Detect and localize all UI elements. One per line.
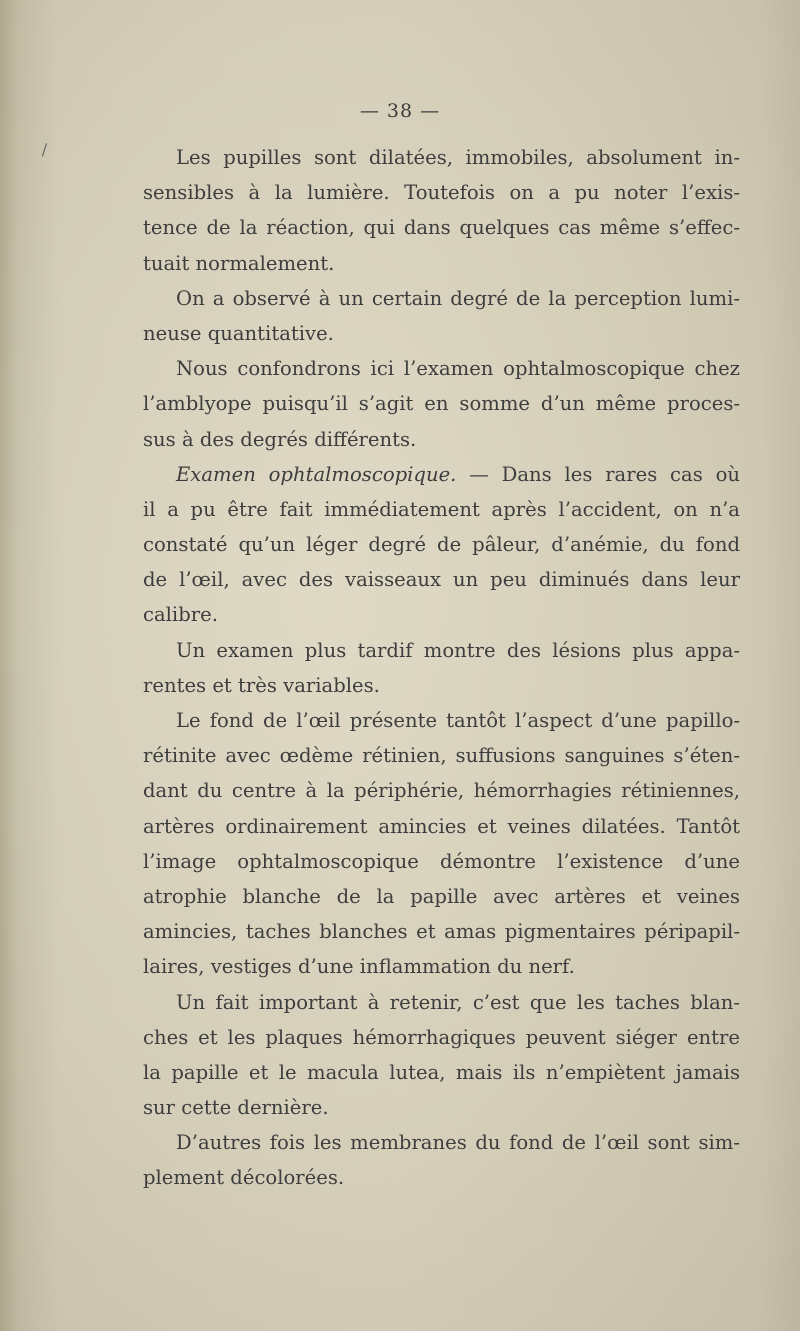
text-line: laires, vestiges d’une inflammation du nerf. xyxy=(143,955,575,979)
text-line: Le fond de l’œil présente tantôt l’aspect d’une papillo- xyxy=(176,709,740,732)
text-line: rentes et très variables. xyxy=(143,673,380,697)
text-line: l’image ophtalmoscopique démontre l’existence d’une xyxy=(143,849,740,873)
text-line: plement décolorées. xyxy=(143,1166,345,1190)
text-line: Les pupilles sont dilatées, immobiles, absolument in- xyxy=(176,146,740,169)
text-line: calibre. xyxy=(143,603,218,627)
text-line: D’autres fois les membranes du fond de l’œil sont sim- xyxy=(176,1131,740,1155)
text-line: rétinite avec œdème rétinien, suffusions sanguines s’éten- xyxy=(143,744,740,768)
text-line: la papille et le macula lutea, mais ils n’empiètent jamais xyxy=(143,1060,740,1084)
text-line: sensibles à la lumière. Toutefois on a pu noter l’exis- xyxy=(143,181,740,205)
text-line: ches et les plaques hémorrhagiques peuvent siéger entre xyxy=(143,1025,740,1049)
text-line: atrophie blanche de la papille avec artères et veines xyxy=(143,884,740,908)
text-line: tence de la réaction, qui dans quelques cas même s’effec- xyxy=(143,216,740,240)
text-line: Un fait important à retenir, c’est que les taches blan- xyxy=(176,990,740,1014)
text-line: il a pu être fait immédiatement après l’accident, on n’a xyxy=(143,497,740,521)
text-fragment: — Dans les rares cas où xyxy=(469,462,740,486)
text-line: de l’œil, avec des vaisseaux un peu diminués dans leur xyxy=(143,568,740,592)
text-line: sur cette dernière. xyxy=(143,1096,329,1120)
text-line-with-heading xyxy=(143,457,740,492)
text-line: constaté qu’un léger degré de pâleur, d’anémie, du fond xyxy=(143,533,740,557)
text-line: amincies, taches blanches et amas pigmentaires péripapil- xyxy=(143,920,740,944)
text-line: Un examen plus tardif montre des lésions plus appa- xyxy=(176,638,740,662)
body-text xyxy=(143,140,740,1196)
text-line: artères ordinairement amincies et veines dilatées. Tantôt xyxy=(143,814,740,838)
text-line: tuait normalement. xyxy=(143,251,335,275)
text-line: Nous confondrons ici l’examen ophtalmoscopique chez xyxy=(176,357,740,381)
text-line: dant du centre à la périphérie, hémorrhagies rétiniennes, xyxy=(143,779,740,803)
text-line: l’amblyope puisqu’il s’agit en somme d’un même proces- xyxy=(143,392,740,416)
stray-mark: \ xyxy=(37,140,53,159)
text-line: On a observé à un certain degré de la perception lumi- xyxy=(176,286,740,310)
text-line: neuse quantitative. xyxy=(143,321,334,345)
section-heading: Examen ophtalmoscopique. xyxy=(176,462,457,486)
page-number: — 38 — xyxy=(359,100,441,122)
text-line: sus à des degrés différents. xyxy=(143,427,417,451)
